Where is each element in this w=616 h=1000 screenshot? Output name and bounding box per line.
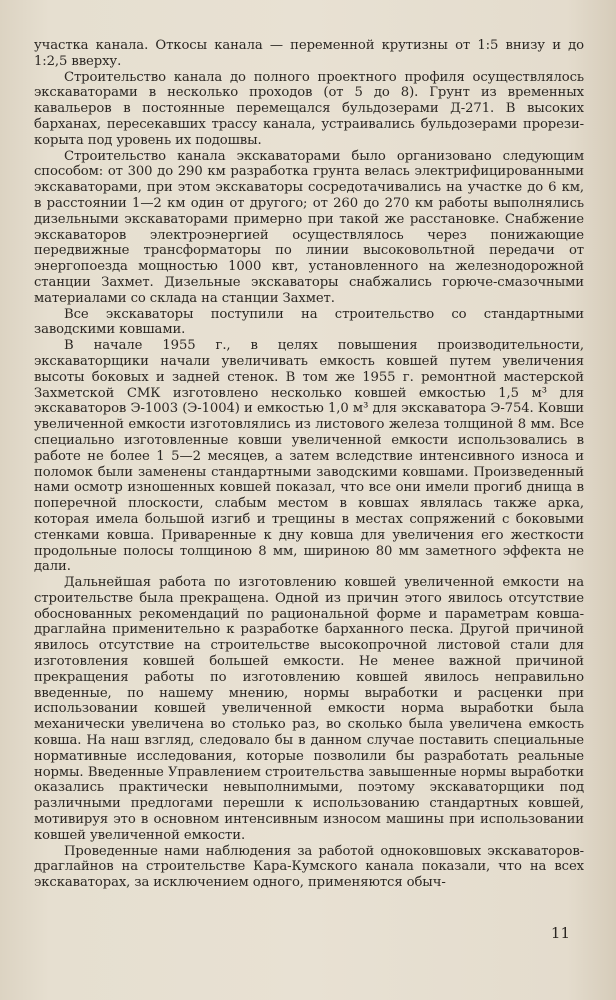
paragraph-enlarged-buckets-1955: В начале 1955 г., в целях повышения производительности, экскаваторщики начали увеличивать емкость ковшей путем увеличения высоты боковых и задней стенок. В том же 1955 г. ремонтной мастерской Захметской СМК изготовлено несколько ковшей емкостью 1,5 м³ для экскаваторов Э-1003 (Э-1004) и емкостью 1,0 м³ для экскаватора Э-754. Ковши увеличенной емкости изготовлялись из листового железа толщиной 8 мм. Все специально изготовленные ковши увеличенной емкости использовались в работе не более 1 5—2 месяцев, а затем вследствие интенсивного износа и поломок были заменены стандартными заводскими ковшами. Произведенный нами осмотр изношенных ковшей показал, что все они имели прогиб днища в поперечной плоскости, слабым местом в ковшах являлась также арка, которая имела большой изгиб и трещины в местах сопряжений с боковыми стенками ковша. Приваренные к дну ковша для увеличения его жесткости продольные полосы толщиною 8 мм, шириною 80 мм заметного эффекта не дали. xyxy=(34,338,584,575)
paragraph-excavation-passes: Строительство канала до полного проектного профиля осуществлялось экскаваторами в несколько проходов (от 5 до 8). Грунт из временных кавальеров в постоянные перемещался бульдозерами Д-271. В высоких барханах, пересекавших трассу канала, устраивались бульдозерами прорези-корыта под уровень их подошвы. xyxy=(34,69,584,148)
page-number: 11 xyxy=(550,924,570,942)
paragraph-work-discontinued: Дальнейшая работа по изготовлению ковшей увеличенной емкости на строительстве была прекращена. Одной из причин этого явилось отсутствие обоснованных рекомендаций по рациональной форме и параметрам ковша-драглайна применительно к разработке барханного песка. Другой причиной явилось отсутствие на строительстве высокопрочной листовой стали для изготовления ковшей большей емкости. Не менее важной причиной прекращения работы по изготовлению ковшей явилось неправильно введенные, по нашему мнению, нормы выработки и расценки при использовании ковшей увеличенной емкости норма выработки была механически увеличена во столько раз, во сколько была увеличена емкость ковша. На наш взгляд, следовало бы в данном случае поставить специальные нормативные исследования, которые позволили бы разработать реальные нормы. Введенные Управлением строительства завышенные нормы выработки оказались практически невыполнимыми, поэтому экскаваторщики под различными предлогами перешли к использованию стандартных ковшей, мотивируя это в основном интенсивным износом машины при использовании ковшей увеличенной емкости. xyxy=(34,575,584,843)
paragraph-observations: Проведенные нами наблюдения за работой одноковшовых экскаваторов-драглайнов на строительстве Кара-Кумского канала показали, что на всех экскаваторах, за исключением одного, применяются обыч- xyxy=(34,843,584,891)
paragraph-work-organization: Строительство канала экскаваторами было организовано следующим способом: от 300 до 290 км разработка грунта велась электрифицированными экскаваторами, при этом экскаваторы сосредотачивались на участке до 6 км, в расстоянии 1—2 км один от другого; от 260 до 270 км работы выполнялись дизельными экскаваторами примерно при такой же расстановке. Снабжение экскаваторов электроэнергией осуществлялось через понижающие передвижные трансформаторы по линии высоковольтной передачи от энергопоезда мощностью 1000 квт, установленного на железнодорожной станции Захмет. Дизельные экскаваторы снабжались горюче-смазочными материалами со склада на станции Захмет. xyxy=(34,148,584,306)
paragraph-standard-buckets: Все экскаваторы поступили на строительство со стандартными заводскими ковшами. xyxy=(34,306,584,338)
body-text xyxy=(34,38,584,891)
paragraph-slope-continuation: участка канала. Откосы канала — переменной крутизны от 1:5 внизу и до 1:2,5 вверху. xyxy=(34,38,584,69)
